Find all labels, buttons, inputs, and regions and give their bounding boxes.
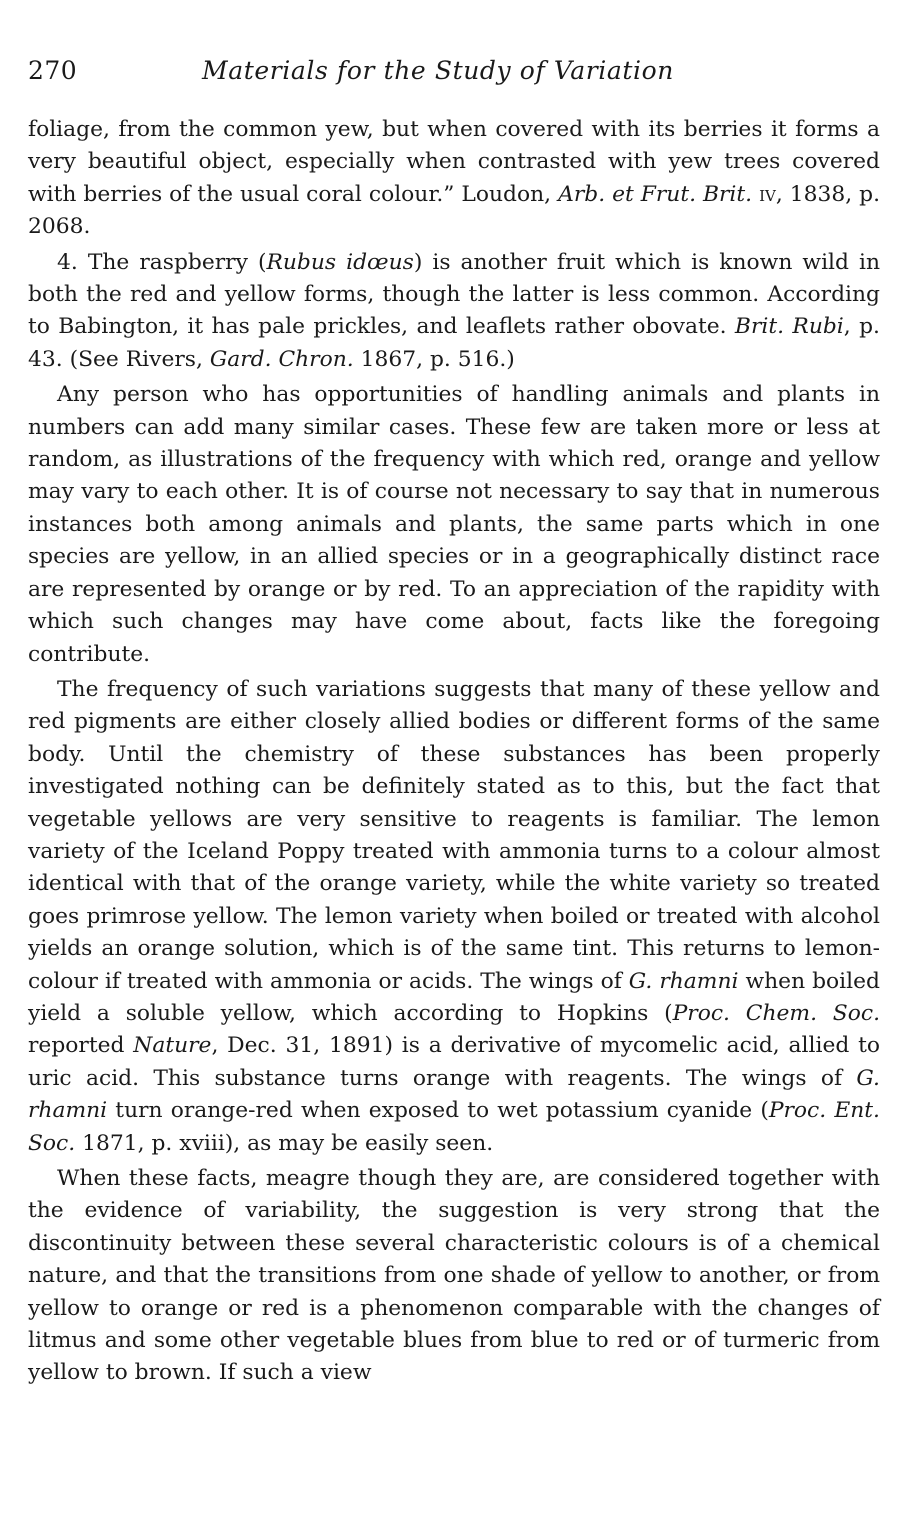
text-run: Any person who has opportunities of handling animals and plants in numbers can add many similar cases. These few are taken more or less at random, as illustrations of the frequency with which red, orange and yellow may vary to each other. It is of course not necessary to say that in numerous instances both among animals and plants, the same parts which in one species are yellow, in an allied species or in a geographically distinct race are represented by orange or by red. To an appreciation of the rapidity with which such changes may have come about, facts like the foregoing contribute. — [28, 382, 880, 667]
text-run: The frequency of such variations suggests that many of these yellow and red pigments are either closely allied bodies or different forms of the same body. Until the chemistry of these substances has been properly investigated nothing can be definitely stated as to this, but the fact that vegetable yellows are very sensitive to reagents is familiar. The lemon variety of the Iceland Poppy treated with ammonia turns to a colour almost identical with that of the orange variety, while the white variety so treated goes primrose yellow. The lemon variety when boiled or treated with alcohol yields an orange solution, which is of the same tint. This returns to lemon-colour if treated with ammonia or acids. The wings of — [28, 676, 880, 994]
citation-title: Gard. Chron. — [209, 346, 354, 372]
text-run: , 1838, p. 2068. — [28, 181, 880, 240]
text-run — [752, 182, 759, 207]
text-run: when boiled yield a soluble yellow, which according to Hopkins ( — [28, 968, 880, 1026]
text-run: reported — [28, 1033, 134, 1059]
volume-number: iv — [759, 181, 776, 207]
citation-title: Proc. Chem. Soc. — [672, 1000, 881, 1026]
text-run: 4. The raspberry ( — [57, 249, 267, 275]
body-text — [28, 114, 880, 1390]
text-run: turn orange-red when exposed to wet potassium cyanide ( — [107, 1098, 769, 1124]
citation-title: Proc. Ent. Soc. — [28, 1098, 880, 1156]
text-run: , p. 43. (See Rivers, — [28, 314, 880, 372]
paragraph-raspberry — [28, 247, 880, 377]
page-number: 270 — [28, 56, 78, 85]
text-run: foliage, from the common yew, but when covered with its berries it forms a very beautiful object, especially when contrasted with yew trees covered with berries of the usual coral colour.” Loudon, — [28, 117, 880, 207]
text-run: , Dec. 31, 1891) is a derivative of mycomelic acid, allied to uric acid. This substance turns orange with reagents. The wings of — [28, 1033, 880, 1091]
citation-title: Brit. Rubi — [734, 314, 844, 340]
running-head — [28, 56, 880, 96]
paragraph-yew-continuation — [28, 114, 880, 244]
text-run: 1871, p. xviii), as may be easily seen. — [75, 1130, 494, 1156]
citation-title: Arb. et Frut. Brit. — [558, 181, 753, 207]
paragraph-similar-cases — [28, 379, 880, 671]
paragraph-conclusion — [28, 1163, 880, 1390]
species-name: G. rhamni — [628, 968, 739, 994]
citation-title: Nature — [133, 1033, 212, 1059]
species-name: Rubus idœus — [266, 249, 414, 275]
text-run: 1867, p. 516.) — [353, 346, 515, 372]
running-title: Materials for the Study of Variation — [202, 56, 674, 85]
text-run: When these facts, meagre though they are, are considered together with the evidence of variability, the suggestion is very strong that the discontinuity between these several characteristic colours is of a chemical nature, and that the transitions from one shade of yellow to another, or from yellow to orange or red is a phenomenon comparable with the changes of litmus and some other vegetable blues from blue to red or of turmeric from yellow to brown. If such a view — [28, 1166, 880, 1386]
paragraph-pigments — [28, 674, 880, 1160]
text-run: ) is another fruit which is known wild in both the red and yellow forms, though the latter is less common. According to Babington, it has pale prickles, and leaflets rather obovate. — [28, 249, 881, 340]
species-name: G. rhamni — [28, 1065, 880, 1124]
